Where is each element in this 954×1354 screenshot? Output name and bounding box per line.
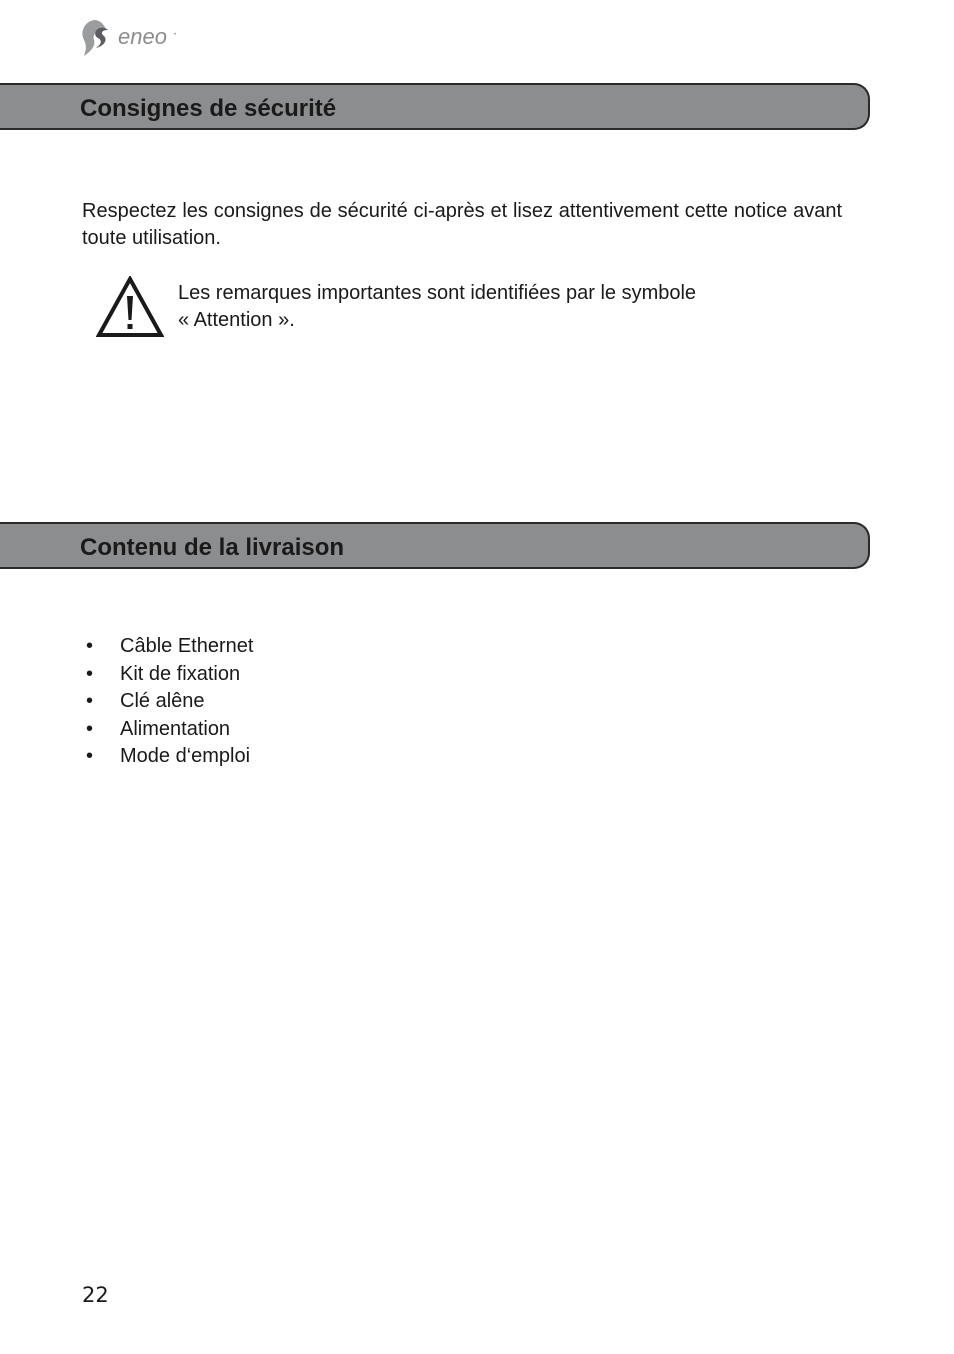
list-item: • Kit de fixation <box>82 661 253 689</box>
bullet-icon: • <box>86 662 94 685</box>
bullet-icon: • <box>86 635 94 657</box>
bullet-icon: • <box>86 717 94 740</box>
warning-note-line1: Les remarques importantes sont identifiées par le symbole <box>178 282 697 304</box>
section-title-delivery: Contenu de la livraison <box>80 534 345 561</box>
delivery-contents-list <box>82 633 253 771</box>
section-header-safety <box>0 83 870 130</box>
list-item: • Mode d‘emploi <box>82 743 253 771</box>
section-title-safety: Consignes de sécurité <box>80 95 337 122</box>
bullet-icon: • <box>86 745 94 767</box>
warning-triangle-icon <box>96 276 164 338</box>
list-item: • Câble Ethernet <box>82 633 253 661</box>
section-header-delivery <box>0 522 870 569</box>
list-item: • Clé alêne <box>82 688 253 716</box>
eneo-logo <box>80 16 190 60</box>
svg-text:eneo: eneo <box>118 24 167 49</box>
warning-note <box>178 280 828 334</box>
svg-text:•: • <box>174 32 177 38</box>
page-number: 22 <box>82 1283 109 1307</box>
safety-intro-text: Respectez les consignes de sécurité ci-après et lisez attentivement cette notice avant toute utilisation. <box>82 200 842 249</box>
bullet-icon: • <box>86 690 94 712</box>
warning-note-line2: « Attention ». <box>178 309 295 331</box>
list-item: • Alimentation <box>82 716 253 744</box>
